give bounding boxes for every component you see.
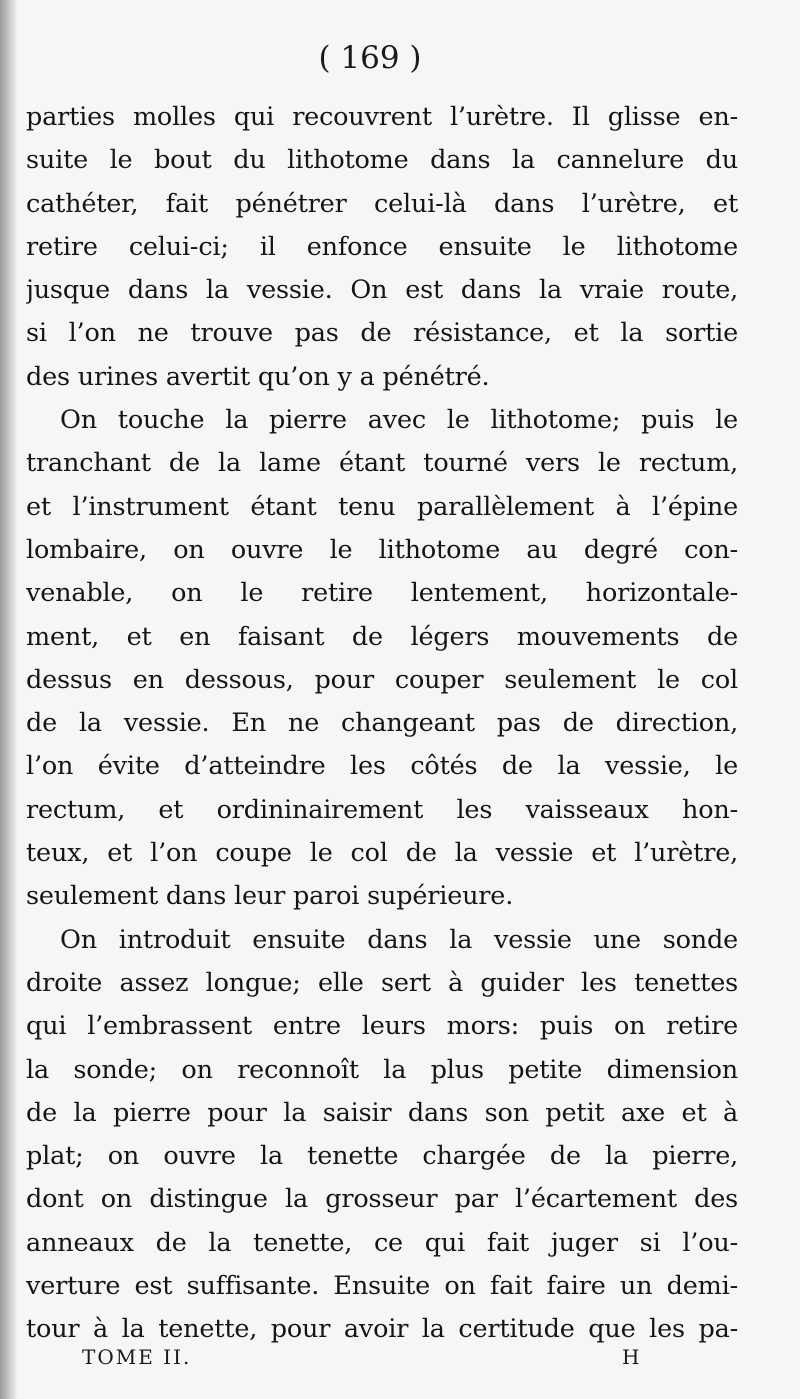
volume-label: TOME II. (82, 1345, 192, 1369)
text-line: venable, on le retire lentement, horizontale- (26, 578, 738, 609)
signature-mark: H (622, 1345, 640, 1369)
text-line: de la vessie. En ne changeant pas de direction, (26, 708, 738, 739)
text-line: rectum, et ordininairement les vaisseaux hon- (26, 794, 738, 825)
text-line: droite assez longue; elle sert à guider les tenettes (26, 967, 738, 998)
text-line: ment, et en faisant de légers mouvements de (26, 621, 738, 652)
text-line: dont on distingue la grosseur par l’écartement des (26, 1184, 738, 1215)
page-footer (0, 1345, 800, 1385)
text-line: tranchant de la lame étant tourné vers le rectum, (26, 448, 738, 479)
text-line: lombaire, on ouvre le lithotome au degré con- (26, 534, 738, 565)
page-number: ( 169 ) (318, 40, 422, 76)
text-line: anneaux de la tenette, ce qui fait juger si l’ou- (26, 1227, 738, 1258)
text-line: On touche la pierre avec le lithotome; puis le (60, 405, 738, 436)
text-line: On introduit ensuite dans la vessie une sonde (60, 924, 738, 955)
text-line: retire celui-ci; il enfonce ensuite le lithotome (26, 231, 738, 262)
text-line: verture est suffisante. Ensuite on fait faire un demi- (26, 1271, 738, 1302)
text-line: des urines avertit qu’on y a pénétré. (26, 361, 490, 392)
text-line: l’on évite d’atteindre les côtés de la vessie, le (26, 751, 738, 782)
text-line: qui l’embrassent entre leurs mors: puis on retire (26, 1011, 738, 1042)
text-line: plat; on ouvre la tenette chargée de la pierre, (26, 1141, 738, 1172)
text-line: la sonde; on reconnoît la plus petite dimension (26, 1054, 738, 1085)
text-line: teux, et l’on coupe le col de la vessie et l’urètre, (26, 838, 738, 869)
text-line: parties molles qui recouvrent l’urètre. Il glisse en- (26, 102, 738, 132)
text-line: seulement dans leur paroi supérieure. (26, 881, 514, 912)
text-line: dessus en dessous, pour couper seulement le col (26, 664, 738, 695)
body-text (26, 96, 738, 1352)
text-line: cathéter, fait pénétrer celui-là dans l’urètre, et (26, 188, 738, 219)
text-line: si l’on ne trouve pas de résistance, et la sortie (26, 318, 738, 349)
text-line: et l’instrument étant tenu parallèlement à l’épine (26, 491, 738, 522)
text-line: de la pierre pour la saisir dans son petit axe et à (26, 1097, 738, 1128)
text-line: suite le bout du lithotome dans la cannelure du (26, 145, 738, 176)
text-line: tour à la tenette, pour avoir la certitude que les pa- (26, 1314, 738, 1345)
text-line: jusque dans la vessie. On est dans la vraie route, (26, 275, 738, 306)
